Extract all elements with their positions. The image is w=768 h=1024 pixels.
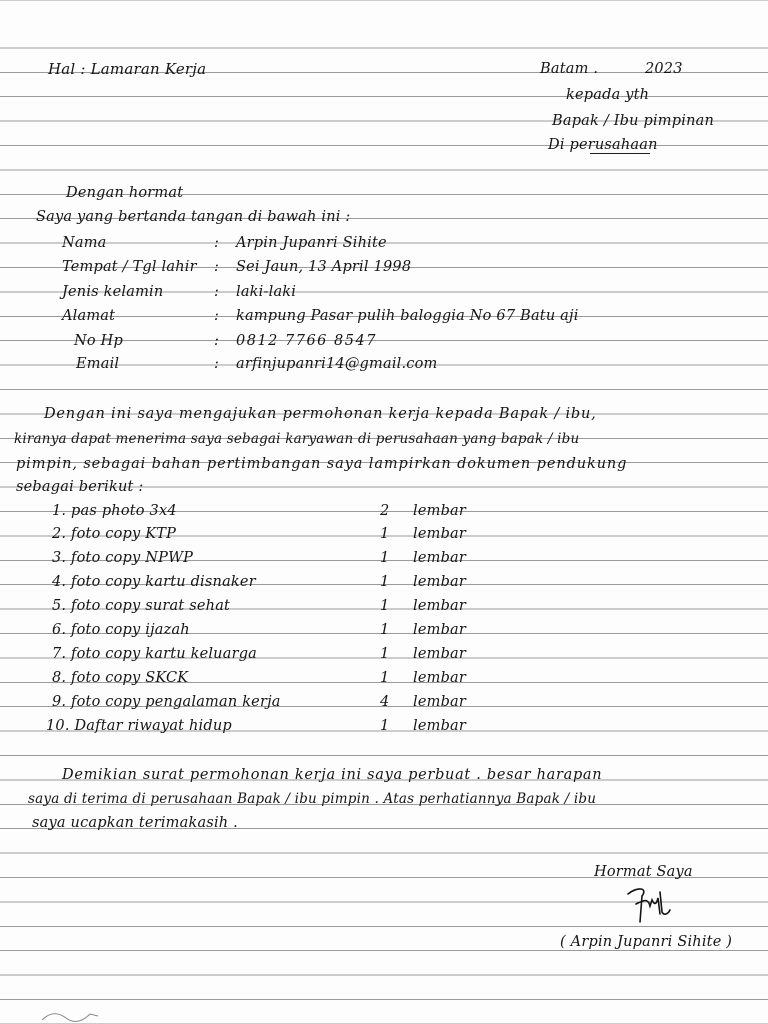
closing-line-2: saya di terima di perusahaan Bapak / ibu pimpin . Atas perhatiannya Bapak / ibu [28, 791, 597, 807]
attachment-qty: 4 [380, 694, 390, 710]
subject-line: Hal : Lamaran Kerja [48, 60, 207, 78]
attachment-unit: lembar [413, 694, 467, 710]
recipient-line-2: Bapak / Ibu pimpinan [552, 113, 714, 129]
attachment-qty: 1 [380, 574, 390, 590]
city-date [540, 60, 683, 78]
attachment-unit: lembar [413, 718, 467, 734]
attachment-item: 6. foto copy ijazah [52, 622, 190, 638]
recipient-line-3: Di perusahaan [548, 137, 658, 153]
attachment-item: 8. foto copy SKCK [52, 670, 189, 686]
colon: : [214, 284, 220, 300]
label-email: Email [76, 356, 120, 372]
attachment-item: 5. foto copy surat sehat [52, 598, 231, 614]
attachment-item: 9. foto copy pengalaman kerja [52, 694, 281, 710]
body-line-3: pimpin, sebagai bahan pertimbangan saya lampirkan dokumen pendukung [16, 456, 628, 472]
recipient-line-1: kepada yth [566, 87, 650, 103]
attachment-item: 4. foto copy kartu disnaker [52, 574, 256, 590]
attachment-unit: lembar [413, 598, 467, 614]
attachment-qty: 1 [380, 718, 390, 734]
attachment-unit: lembar [413, 503, 467, 519]
recipient-underline [590, 153, 650, 154]
body-line-4: sebagai berikut : [16, 479, 144, 495]
value-gender: laki-laki [236, 284, 297, 300]
value-birth: Sei Jaun, 13 April 1998 [236, 259, 412, 275]
attachment-unit: lembar [413, 574, 467, 590]
attachment-qty: 1 [380, 622, 390, 638]
value-address: kampung Pasar pulih baloggia No 67 Batu aji [236, 308, 579, 324]
label-gender: Jenis kelamin [62, 284, 164, 300]
attachment-qty: 2 [380, 503, 390, 519]
attachment-unit: lembar [413, 622, 467, 638]
label-birth: Tempat / Tgl lahir [62, 259, 197, 275]
corner-scribble [40, 1010, 100, 1022]
value-phone: 0812 7766 8547 [236, 333, 377, 349]
colon: : [214, 308, 220, 324]
closing-line-1: Demikian surat permohonan kerja ini saya perbuat . besar harapan [62, 767, 603, 783]
attachment-qty: 1 [380, 598, 390, 614]
attachment-unit: lembar [413, 670, 467, 686]
attachment-qty: 1 [380, 646, 390, 662]
city-text: Batam . [540, 61, 599, 77]
colon: : [214, 333, 220, 349]
year-text: 2023 [644, 61, 683, 77]
colon: : [214, 356, 220, 372]
intro-line: Saya yang bertanda tangan di bawah ini : [36, 209, 351, 225]
value-email: arfinjupanri14@gmail.com [236, 356, 438, 372]
body-line-1: Dengan ini saya mengajukan permohonan kerja kepada Bapak / ibu, [44, 406, 597, 422]
label-address: Alamat [62, 308, 116, 324]
colon: : [214, 235, 220, 251]
attachment-qty: 1 [380, 550, 390, 566]
closing-line-3: saya ucapkan terimakasih . [32, 815, 238, 831]
signature-mark [622, 884, 672, 926]
attachment-item: 2. foto copy KTP [52, 526, 177, 542]
attachment-unit: lembar [413, 526, 467, 542]
body-line-2: kiranya dapat menerima saya sebagai karyawan di perusahaan yang bapak / ibu [14, 431, 580, 447]
attachment-item: 7. foto copy kartu keluarga [52, 646, 258, 662]
attachment-item: 1. pas photo 3x4 [52, 503, 177, 519]
value-name: Arpin Jupanri Sihite [236, 235, 387, 251]
label-name: Nama [62, 235, 107, 251]
attachment-qty: 1 [380, 670, 390, 686]
greeting: Dengan hormat [66, 185, 184, 201]
label-phone: No Hp [74, 333, 123, 349]
signatory-name: ( Arpin Jupanri Sihite ) [560, 934, 733, 950]
attachment-item: 10. Daftar riwayat hidup [46, 718, 232, 734]
attachment-unit: lembar [413, 646, 467, 662]
regards-text: Hormat Saya [594, 864, 693, 880]
attachment-unit: lembar [413, 550, 467, 566]
attachment-item: 3. foto copy NPWP [52, 550, 194, 566]
attachment-qty: 1 [380, 526, 390, 542]
colon: : [214, 259, 220, 275]
